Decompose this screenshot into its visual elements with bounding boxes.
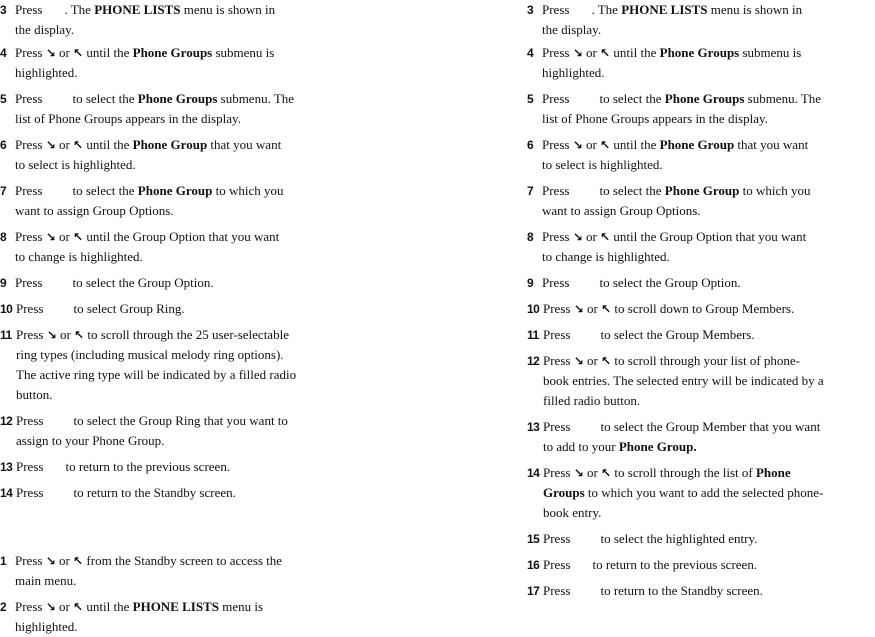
step-number: 14 (527, 466, 540, 480)
step-text: Press (543, 557, 571, 572)
step-3 (0, 0, 350, 40)
down-right-arrow-icon: ↘ (572, 230, 583, 244)
step-text: Press (543, 327, 571, 342)
step-text: or (587, 465, 598, 480)
step-text: until the (86, 137, 133, 152)
step-text: submenu. The (744, 91, 822, 106)
step-text: until the (613, 45, 660, 60)
step-text: Press (542, 91, 570, 106)
step-text: Phone Groups (664, 91, 745, 106)
step-text: Press (15, 45, 43, 60)
step-text: Phone Groups (659, 45, 740, 60)
step-5 (527, 89, 875, 129)
step-1 (0, 551, 350, 591)
step-10 (0, 299, 350, 319)
step-text: filled radio button. (543, 393, 641, 408)
step-text: Phone Group (659, 137, 735, 152)
up-left-arrow-icon: ↖ (74, 328, 85, 342)
step-text: Press (543, 419, 571, 434)
step-text: that you want (207, 137, 282, 152)
step-3 (527, 0, 875, 40)
step-text: to select the (72, 91, 138, 106)
step-number: 8 (0, 230, 7, 244)
step-6 (527, 135, 875, 175)
up-left-arrow-icon: ↖ (73, 230, 84, 244)
down-right-arrow-icon: ↘ (45, 600, 56, 614)
step-number: 13 (0, 460, 13, 474)
step-text: PHONE LISTS (621, 2, 708, 17)
down-right-arrow-icon: ↘ (573, 302, 584, 316)
step-text: from the Standby screen to access the (86, 553, 283, 568)
step-text: book entries. The selected entry will be indicated by a (543, 373, 824, 388)
step-text: to select the Group Ring that you want to (73, 413, 288, 428)
step-number: 1 (0, 554, 7, 568)
down-right-arrow-icon: ↘ (46, 328, 57, 342)
step-text: Press (542, 183, 570, 198)
step-text: to select the Group Option. (599, 275, 741, 290)
step-text: to select the (72, 183, 138, 198)
step-number: 11 (527, 328, 539, 342)
step-17 (527, 581, 875, 601)
step-text: to select the Group Option. (72, 275, 214, 290)
step-number: 10 (0, 302, 13, 316)
step-text: The active ring type will be indicated by a filled radio (16, 367, 297, 382)
step-text: want to assign Group Options. (542, 203, 701, 218)
step-number: 9 (0, 276, 7, 290)
step-text: or (586, 45, 597, 60)
step-number: 6 (527, 138, 534, 152)
step-text: or (59, 553, 70, 568)
step-text: Press (15, 599, 43, 614)
step-text: Press (16, 301, 44, 316)
down-right-arrow-icon: ↘ (572, 46, 583, 60)
step-text: or (587, 301, 598, 316)
step-text: highlighted. (15, 65, 78, 80)
step-text: to scroll through the 25 user-selectable (87, 327, 289, 342)
step-text: to which you want to add the selected phone- (584, 485, 824, 500)
step-text: or (59, 229, 70, 244)
step-number: 17 (527, 584, 540, 598)
step-13 (0, 457, 350, 477)
step-text: Press (543, 583, 571, 598)
step-6 (0, 135, 350, 175)
step-7 (527, 181, 875, 221)
step-text: list of Phone Groups appears in the display. (542, 111, 768, 126)
step-14 (0, 483, 350, 503)
step-number: 2 (0, 600, 7, 614)
step-text: ring types (including musical melody ring options). (16, 347, 284, 362)
step-7 (0, 181, 350, 221)
step-number: 14 (0, 486, 13, 500)
step-text: until the (613, 137, 660, 152)
down-right-arrow-icon: ↘ (45, 138, 56, 152)
step-number: 9 (527, 276, 534, 290)
step-text: or (59, 137, 70, 152)
step-text: Press (15, 229, 43, 244)
step-text: to select the Group Member that you want (600, 419, 821, 434)
step-text: to return to the previous screen. (592, 557, 758, 572)
step-13 (527, 417, 875, 457)
step-text: assign to your Phone Group. (16, 433, 165, 448)
up-left-arrow-icon: ↖ (73, 46, 84, 60)
step-text: Phone Group (664, 183, 740, 198)
step-text: Press (16, 459, 44, 474)
step-text: until the Group Option that you want (613, 229, 807, 244)
step-text: to add to your (543, 439, 619, 454)
step-16 (527, 555, 875, 575)
step-number: 16 (527, 558, 540, 572)
step-15 (527, 529, 875, 549)
step-text: until the (86, 45, 133, 60)
step-text: to scroll through the list of (614, 465, 756, 480)
step-9 (0, 273, 350, 293)
step-10 (527, 299, 875, 319)
step-text: Press (15, 553, 43, 568)
step-number: 5 (0, 92, 7, 106)
step-11 (527, 325, 875, 345)
step-9 (527, 273, 875, 293)
up-left-arrow-icon: ↖ (601, 302, 612, 316)
step-number: 15 (527, 532, 540, 546)
down-right-arrow-icon: ↘ (45, 230, 56, 244)
step-text: menu is shown in (707, 2, 803, 17)
step-14 (527, 463, 875, 523)
step-text: Phone Group (137, 183, 213, 198)
step-text: . The (591, 2, 622, 17)
step-text: main menu. (15, 573, 77, 588)
step-text: Press (15, 183, 43, 198)
step-text: Press (542, 229, 570, 244)
step-text: Press (543, 353, 571, 368)
step-number: 3 (0, 3, 7, 17)
up-left-arrow-icon: ↖ (600, 230, 611, 244)
step-text: to select Group Ring. (73, 301, 185, 316)
step-number: 4 (0, 46, 7, 60)
step-text: submenu is (739, 45, 802, 60)
step-text: Phone Group (132, 137, 208, 152)
step-text: PHONE LISTS (94, 2, 181, 17)
step-text: button. (16, 387, 53, 402)
step-text: highlighted. (15, 619, 78, 634)
up-left-arrow-icon: ↖ (601, 466, 612, 480)
step-text: to return to the Standby screen. (600, 583, 763, 598)
step-text: submenu. The (217, 91, 295, 106)
step-text: Press (16, 485, 44, 500)
step-text: Press (542, 275, 570, 290)
down-right-arrow-icon: ↘ (573, 466, 584, 480)
step-text: Press (543, 465, 571, 480)
step-12 (527, 351, 875, 411)
step-text: Press (16, 413, 44, 428)
step-number: 7 (527, 184, 534, 198)
step-text: the display. (542, 22, 602, 37)
step-text: or (59, 599, 70, 614)
step-text: Phone Group. (618, 439, 697, 454)
step-text: Phone (755, 465, 791, 480)
step-text: Press (15, 275, 43, 290)
step-text: Groups (543, 485, 585, 500)
down-right-arrow-icon: ↘ (45, 46, 56, 60)
up-left-arrow-icon: ↖ (73, 138, 84, 152)
step-text: that you want (734, 137, 809, 152)
step-text: list of Phone Groups appears in the display. (15, 111, 241, 126)
step-text: or (586, 229, 597, 244)
step-number: 12 (527, 354, 540, 368)
step-4 (527, 43, 875, 83)
step-number: 4 (527, 46, 534, 60)
step-8 (0, 227, 350, 267)
step-text: Press (542, 2, 570, 17)
step-number: 7 (0, 184, 7, 198)
step-text: menu is shown in (180, 2, 276, 17)
step-number: 6 (0, 138, 7, 152)
step-text: to select is highlighted. (542, 157, 663, 172)
step-12 (0, 411, 350, 451)
up-left-arrow-icon: ↖ (600, 138, 611, 152)
step-number: 8 (527, 230, 534, 244)
step-text: Press (15, 2, 43, 17)
up-left-arrow-icon: ↖ (601, 354, 612, 368)
step-text: until the Group Option that you want (86, 229, 280, 244)
step-text: to return to the Standby screen. (73, 485, 236, 500)
step-text: to select the (599, 183, 665, 198)
step-text: the display. (15, 22, 75, 37)
up-left-arrow-icon: ↖ (73, 554, 84, 568)
step-text: to select the highlighted entry. (600, 531, 758, 546)
step-number: 12 (0, 414, 13, 428)
step-text: to scroll down to Group Members. (614, 301, 795, 316)
step-text: to select the Group Members. (600, 327, 755, 342)
step-text: Phone Groups (132, 45, 213, 60)
step-text: to return to the previous screen. (65, 459, 231, 474)
step-5 (0, 89, 350, 129)
step-text: to which you (212, 183, 284, 198)
step-text: to select the (599, 91, 665, 106)
step-text: to which you (739, 183, 811, 198)
down-right-arrow-icon: ↘ (45, 554, 56, 568)
step-11 (0, 325, 350, 405)
step-text: Press (542, 45, 570, 60)
step-8 (527, 227, 875, 267)
step-text: Phone Groups (137, 91, 218, 106)
step-text: PHONE LISTS (132, 599, 219, 614)
step-text: Press (543, 531, 571, 546)
down-right-arrow-icon: ↘ (573, 354, 584, 368)
step-text: or (587, 353, 598, 368)
step-text: book entry. (543, 505, 602, 520)
step-text: Press (542, 137, 570, 152)
step-text: Press (16, 327, 44, 342)
step-2 (0, 597, 350, 637)
step-text: Press (543, 301, 571, 316)
step-text: Press (15, 91, 43, 106)
step-text: menu is (218, 599, 264, 614)
step-number: 10 (527, 302, 540, 316)
step-text: to scroll through your list of phone- (614, 353, 801, 368)
up-left-arrow-icon: ↖ (73, 600, 84, 614)
step-number: 11 (0, 328, 12, 342)
step-text: submenu is (212, 45, 275, 60)
step-text: to change is highlighted. (15, 249, 143, 264)
up-left-arrow-icon: ↖ (600, 46, 611, 60)
step-text: or (60, 327, 71, 342)
step-number: 3 (527, 3, 534, 17)
down-right-arrow-icon: ↘ (572, 138, 583, 152)
step-text: or (59, 45, 70, 60)
step-number: 5 (527, 92, 534, 106)
step-text: Press (15, 137, 43, 152)
step-text: to select is highlighted. (15, 157, 136, 172)
step-text: . The (64, 2, 95, 17)
step-number: 13 (527, 420, 540, 434)
step-4 (0, 43, 350, 83)
step-text: or (586, 137, 597, 152)
step-text: until the (86, 599, 133, 614)
step-text: to change is highlighted. (542, 249, 670, 264)
step-text: want to assign Group Options. (15, 203, 174, 218)
step-text: highlighted. (542, 65, 605, 80)
